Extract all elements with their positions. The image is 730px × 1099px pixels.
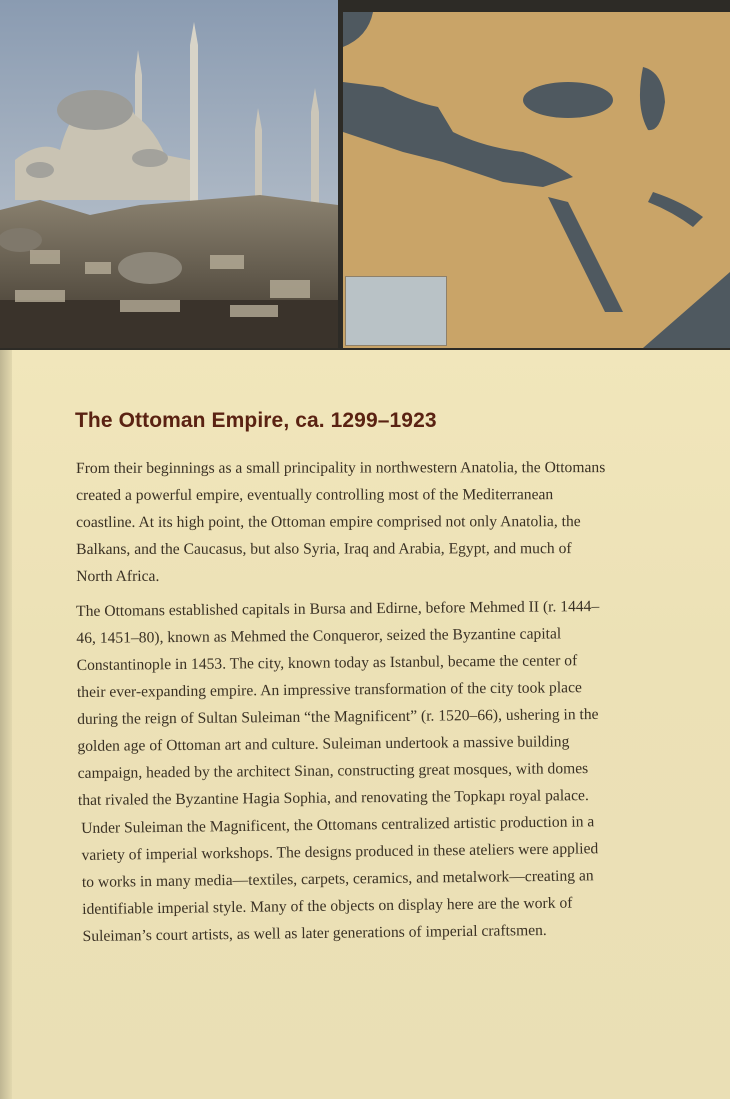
paragraph-line: Constantinople in 1453. The city, known today as Istanbul, became the center of	[76, 652, 578, 674]
paragraph-line: during the reign of Sultan Suleiman “the Magnificent” (r. 1520–66), ushering in the	[77, 705, 599, 728]
panel-shadow-edge	[0, 350, 12, 1099]
mosque-skyline-photo	[0, 0, 338, 348]
paragraph-line: their ever-expanding empire. An impressive transformation of the city took place	[76, 679, 582, 701]
paragraph-line: campaign, headed by the architect Sinan, constructing great mosques, with domes	[77, 760, 589, 782]
paragraph-line: The Ottomans established capitals in Bursa and Edirne, before Mehmed II (r. 1444–	[76, 597, 600, 620]
ottoman-empire-map	[343, 12, 730, 348]
paragraph-capitals	[76, 592, 678, 814]
map-inset	[345, 276, 447, 346]
image-strip	[0, 0, 730, 350]
paragraph-line: that rivaled the Byzantine Hagia Sophia, and renovating the Topkapı royal palace.	[77, 787, 589, 809]
paragraph-line: golden age of Ottoman art and culture. Suleiman undertook a massive building	[77, 733, 570, 755]
paragraph-line: to works in many media—textiles, carpets, ceramics, and metalwork—creating an	[81, 867, 594, 891]
paragraph-line: coastline. At its high point, the Ottoman empire comprised not only Anatolia, the	[76, 513, 581, 531]
paragraph-line: identifiable imperial style. Many of the objects on display here are the work of	[82, 894, 573, 918]
paragraph-line: Under Suleiman the Magnificent, the Ottomans centralized artistic production in a	[81, 813, 595, 837]
paragraph-line: Suleiman’s court artists, as well as later generations of imperial craftsmen.	[82, 921, 547, 945]
paragraph-workshops	[81, 807, 683, 950]
paragraph-line: Balkans, and the Caucasus, but also Syria, Iraq and Arabia, Egypt, and much of	[76, 540, 572, 558]
paragraph-line: From their beginnings as a small principality in northwestern Anatolia, the Ottomans	[76, 459, 606, 477]
paragraph-line: variety of imperial workshops. The designs produced in these ateliers were applied	[81, 840, 599, 864]
panel-title: The Ottoman Empire, ca. 1299–1923	[75, 409, 437, 432]
paragraph-line: North Africa.	[76, 567, 160, 585]
paragraph-origins	[76, 454, 676, 590]
paragraph-line: created a powerful empire, eventually controlling most of the Mediterranean	[76, 486, 554, 504]
mosque-illustration	[0, 0, 338, 348]
paragraph-line: 46, 1451–80), known as Mehmed the Conqueror, seized the Byzantine capital	[76, 625, 562, 647]
